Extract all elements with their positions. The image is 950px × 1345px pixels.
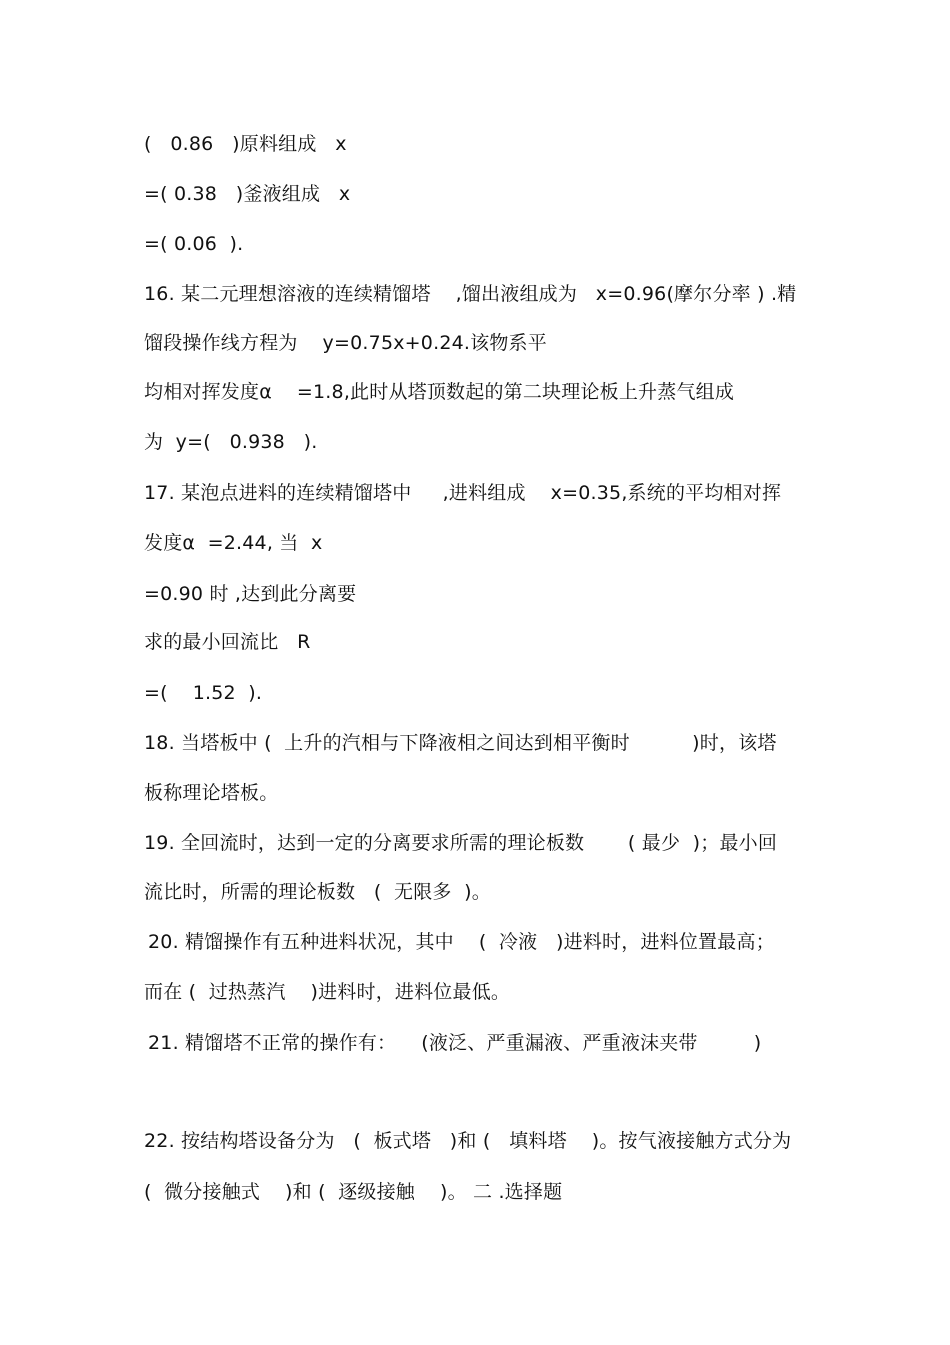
question-18-line-1: 18. 当塔板中 ( 上升的汽相与下降液相之间达到相平衡时 )时，该塔 — [144, 732, 777, 754]
question-19-line-1: 19. 全回流时，达到一定的分离要求所需的理论板数 ( 最少 )；最小回 — [144, 832, 778, 854]
text-line-1: ( 0.86 )原料组成 x — [144, 133, 347, 155]
question-16-line-4: 为 y=( 0.938 ). — [144, 431, 318, 453]
question-22-line-1: 22. 按结构塔设备分为 ( 板式塔 )和 ( 填料塔 )。按气液接触方式分为 — [144, 1130, 792, 1152]
question-21-line-1: 21. 精馏塔不正常的操作有： (液泛、严重漏液、严重液沫夹带 ) — [148, 1032, 762, 1054]
question-18-line-2: 板称理论塔板。 — [144, 782, 279, 804]
text-line-2: =( 0.38 )釜液组成 x — [144, 183, 351, 205]
question-17-line-3: =0.90 时 ,达到此分离要 — [144, 583, 357, 605]
text-line-3: =( 0.06 ). — [144, 233, 244, 255]
question-17-line-4: 求的最小回流比 R — [144, 631, 311, 653]
question-17-line-5: =( 1.52 ). — [144, 682, 263, 704]
question-19-line-2: 流比时，所需的理论板数 ( 无限多 )。 — [144, 881, 491, 903]
question-17-line-2: 发度α =2.44, 当 x — [144, 532, 323, 554]
question-16-line-1: 16. 某二元理想溶液的连续精馏塔 ,馏出液组成为 x=0.96(摩尔分率 ) .精 — [144, 283, 797, 305]
question-22-line-2: ( 微分接触式 )和 ( 逐级接触 )。 二 .选择题 — [144, 1181, 563, 1203]
question-16-line-3: 均相对挥发度α =1.8,此时从塔顶数起的第二块理论板上升蒸气组成 — [144, 381, 735, 403]
question-20-line-2: 而在 ( 过热蒸汽 )进料时，进料位最低。 — [144, 981, 511, 1003]
question-17-line-1: 17. 某泡点进料的连续精馏塔中 ,进料组成 x=0.35,系统的平均相对挥 — [144, 482, 782, 504]
question-20-line-1: 20. 精馏操作有五种进料状况，其中 ( 冷液 )进料时，进料位置最高； — [148, 931, 775, 953]
question-16-line-2: 馏段操作线方程为 y=0.75x+0.24.该物系平 — [144, 332, 547, 354]
